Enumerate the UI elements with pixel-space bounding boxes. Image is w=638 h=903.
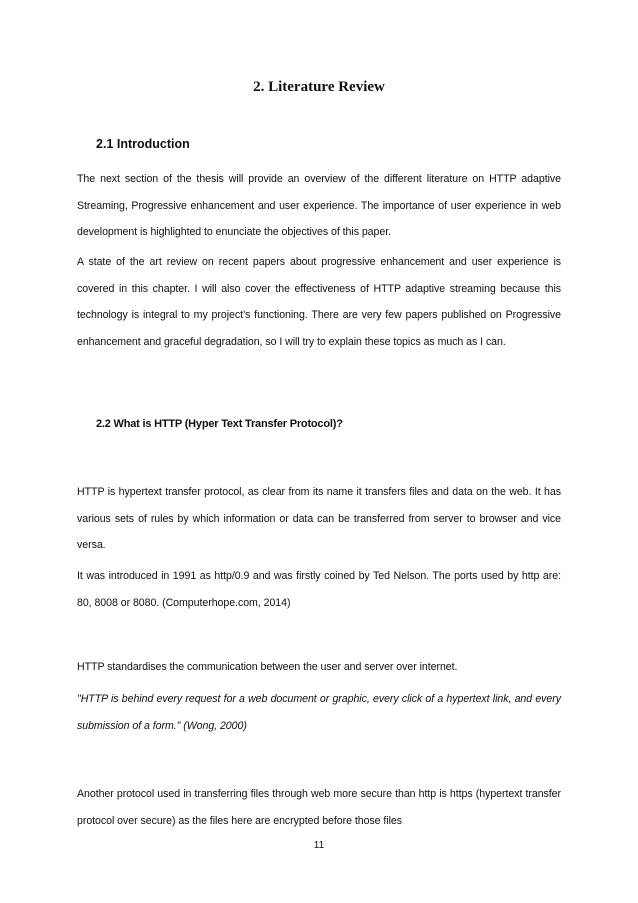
paragraph-intro-2: A state of the art review on recent papers about progressive enhancement and user experience is covered in this chapter. I will also cover the effectiveness of HTTP adaptive streaming because this technology is integral to my project’s functioning. There are very few papers published on Progressive enhancement and graceful degradation, so I will try to explain these topics as much as I can. <box>77 256 561 348</box>
section-heading-introduction: 2.1 Introduction <box>96 137 190 151</box>
paragraph-http-2: It was introduced in 1991 as http/0.9 and was firstly coined by Ted Nelson. The ports used by http are: 80, 8008 or 8080. (Computerhope.com, 2014) <box>77 570 561 609</box>
chapter-title: 2. Literature Review <box>253 79 385 95</box>
paragraph-http-3: HTTP standardises the communication between the user and server over internet. <box>77 661 458 673</box>
page-number: 11 <box>313 840 325 851</box>
paragraph-http-1: HTTP is hypertext transfer protocol, as clear from its name it transfers files and data on the web. It has various sets of rules by which information or data can be transferred from server to browser and vice versa. <box>77 486 561 551</box>
quote-wong: "HTTP is behind every request for a web document or graphic, every click of a hypertext link, and every submission of a form." (Wong, 2000) <box>77 693 561 732</box>
paragraph-https: Another protocol used in transferring files through web more secure than http is https (hypertext transfer protocol over secure) as the files here are encrypted before those files <box>77 788 561 827</box>
paragraph-intro-1: The next section of the thesis will provide an overview of the different literature on HTTP adaptive Streaming, Progressive enhancement and user experience. The importance of user experience in web development is highlighted to enunciate the objectives of this paper. <box>77 173 561 238</box>
section-heading-what-is-http: 2.2 What is HTTP (Hyper Text Transfer Protocol)? <box>96 418 343 430</box>
